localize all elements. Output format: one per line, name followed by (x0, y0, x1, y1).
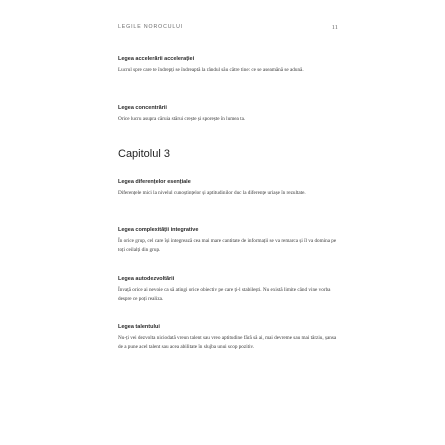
law-title-self-development: Legea autodezvoltării (118, 276, 175, 282)
law-title-talent: Legea talentului (118, 324, 160, 330)
law-title-essential-differences: Legea diferențelor esențiale (118, 179, 191, 185)
page-number: 11 (331, 23, 338, 31)
chapter-heading: Capitolul 3 (118, 148, 170, 160)
law-text-acceleration: Lucrul spre care te îndrepți se îndreaptă la rândul său către tine: ce se aseamănă se adună. (118, 67, 304, 73)
running-head: LEGILE NOROCULUI (118, 24, 184, 30)
law-title-acceleration: Legea accelerării accelerației (118, 56, 195, 62)
law-title-concentration: Legea concentrării (118, 105, 167, 111)
law-text-talent: Nu-ți vei dezvolta niciodată vreun talent sau vreo aptitudine fără să ai, mai devreme sau mai târziu, șansa de a pune acel talent sau acea abilitate în slujba unui scop pozitiv. (118, 335, 337, 350)
law-text-self-development: Învață orice ai nevoie ca să atingi orice obiectiv pe care ți-l stabilești. Nu există limite când vine vorba despre ce poți realiza. (118, 287, 331, 302)
law-title-integrative-complexity: Legea complexității integrative (118, 227, 199, 233)
law-text-integrative-complexity: În orice grup, cel care își integrează cea mai mare cantitate de informații se va remarca și îl va domina pe toți ceilalți din grup. (118, 238, 337, 253)
law-text-concentration: Orice lucru asupra căruia stărui crește și sporește în lumea ta. (118, 116, 246, 122)
page-header (118, 24, 338, 38)
law-text-essential-differences: Diferențele mici la nivelul cunoștințelor și aptitudinilor duc la diferențe uriașe în rezultate. (118, 190, 306, 196)
